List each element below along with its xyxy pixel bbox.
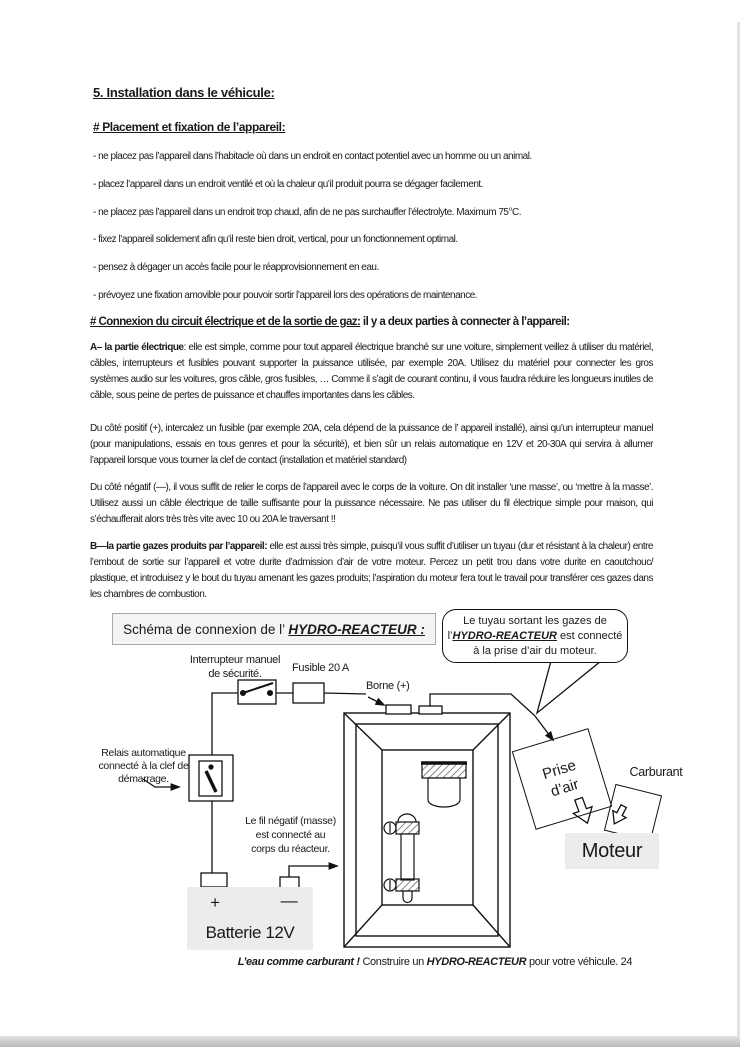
page-title: 5. Installation dans le véhicule: bbox=[93, 85, 275, 100]
connection-diagram bbox=[85, 605, 690, 957]
bullet-item: - fixez l’appareil solidement afin qu’il reste bien droit, vertical, pour un fonctionnement optimal. bbox=[93, 234, 458, 245]
borne-arrow bbox=[368, 697, 384, 705]
negative-wire-arrow bbox=[289, 866, 337, 877]
page-footer: L’eau comme carburant ! Construire un HYDRO-REACTEUR pour votre véhicule. 24 bbox=[237, 956, 633, 968]
hydro-reacteur-name: HYDRO-REACTEUR : bbox=[288, 621, 425, 637]
paragraph-electric-lead: A– la partie électrique bbox=[90, 342, 184, 353]
filler-cap-icon bbox=[421, 763, 467, 807]
engine-block: Moteur bbox=[565, 833, 659, 869]
speech-bubble: Le tuyau sortant les gazes de l’HYDRO-REACTEUR est connecté à la prise d’air du moteur. bbox=[442, 609, 628, 663]
diagram-title: Schéma de connexion de l’ HYDRO-REACTEUR : bbox=[112, 613, 436, 645]
label-manual-switch: Interrupteur manuel de sécurité. bbox=[189, 654, 281, 680]
speech-bubble-tail bbox=[537, 661, 601, 713]
section-placement-title: # Placement et fixation de l’appareil: bbox=[93, 120, 286, 134]
hydro-reacteur-name: HYDRO-REACTEUR bbox=[452, 630, 557, 642]
gas-tube-arrow bbox=[535, 716, 553, 740]
battery-plus-sign: + bbox=[210, 893, 220, 912]
paragraph-electric: A– la partie électrique: elle est simple, comme pour tout appareil électrique branché sur une voiture, simplement veillez à utiliser du matériel, câbles, interrupteurs et fusibles pouvant supporter la puissance utilisée, par exemple 20A. Utilisez du matériel pour connecter les gros systèmes audio sur les voitures, gros câble, gros fusibles, … Comme il s’agit de courant continu, il vous faudra réduire les longueurs inutiles de câble, sous peine de pertes de puissance et chauffes importantes dans les câbles. bbox=[90, 342, 656, 401]
paragraph-positive: Du côté positif (+), intercalez un fusible (par exemple 20A, cela dépend de la puissance de l’ appareil installé), ainsi qu’un interrupteur manuel (pour manipulations, essais en tous genres et pour la sécurité), et bien sûr un relais automatique en 12V et 20-30A qui servira à allumer l’appareil lorsque vous tourner la clef de contact (installation et matériel standard) bbox=[90, 423, 653, 466]
label-negative-wire: Le fil négatif (masse) est connecté au corps du réacteur. bbox=[245, 815, 336, 855]
bullet-item: - pensez à dégager un accès facile pour le réapprovisionnement en eau. bbox=[93, 262, 379, 273]
label-relay: Relais automatique connecté à la clef de démarrage. bbox=[98, 747, 189, 785]
paragraph-gas-lead: B—la partie gazes produits par l’appareil: bbox=[90, 541, 268, 552]
bullet-item: - prévoyez une fixation amovible pour pouvoir sortir l’appareil lors des opérations de maintenance. bbox=[93, 290, 478, 301]
label-fuse: Fusible 20 A bbox=[292, 662, 349, 674]
page-bottom-edge bbox=[0, 1036, 740, 1047]
bullet-item: - ne placez pas l’appareil dans l’habitacle où dans un endroit en contact potentiel avec un homme ou un animal. bbox=[93, 151, 532, 162]
bullet-item: - ne placez pas l’appareil dans un endroit trop chaud, afin de ne pas surchauffer l’électrolyte. Maximum 75°C. bbox=[93, 207, 521, 218]
hydro-reacteur-name: HYDRO-REACTEUR bbox=[426, 956, 527, 968]
section-connexion-title bbox=[90, 316, 570, 328]
battery-minus-sign: — bbox=[280, 891, 298, 910]
label-battery: Batterie 12V bbox=[205, 923, 295, 942]
level-tube-icon bbox=[384, 814, 419, 903]
section-connexion-title-rest: il y a deux parties à connecter à l’appareil: bbox=[360, 316, 570, 328]
air-intake-box: Prise d’air bbox=[512, 728, 612, 830]
fuse-icon bbox=[293, 683, 324, 703]
paragraph-gas: B—la partie gazes produits par l’appareil: elle est aussi très simple, puisqu’il vous suffit d’utiliser un tuyau (dur et résistant à la chaleur) entre l’embout de sortie sur l’appareil et votre durite d’admission d’air de votre moteur. Percez un petit trou dans votre durite en caoutchouc/ plastique, et introduisez y le bout du tuyau amenant les gazes produits; l’aspiration du moteur fera tout le travail pour transférer ces gazes dans les chambres de combustion. bbox=[90, 541, 656, 600]
reactor-housing bbox=[344, 713, 510, 947]
paragraph-negative: Du côté négatif (—), il vous suffit de relier le corps de l’appareil avec le corps de la voiture. On dit installer ‘une masse’, ou ‘mettre à la masse’. Utilisez aussi un câble électrique de taille suffisante pour la puissance nécessaire. Ne pas utiliser du fil électrique simple pour maison, qui s’échaufferait alors très très vite avec 10 ou 20A le traversant !! bbox=[90, 482, 653, 525]
label-fuel: Carburant bbox=[629, 765, 683, 779]
manual-switch-icon bbox=[238, 680, 276, 704]
section-connexion-title-underlined: # Connexion du circuit électrique et de la sortie de gaz: bbox=[90, 316, 361, 328]
bullet-item: - placez l’appareil dans un endroit ventilé et où la chaleur qu’il produit pourra se dégager facilement. bbox=[93, 179, 483, 190]
label-borne-positive: Borne (+) bbox=[366, 680, 410, 692]
battery-terminals bbox=[201, 873, 299, 888]
